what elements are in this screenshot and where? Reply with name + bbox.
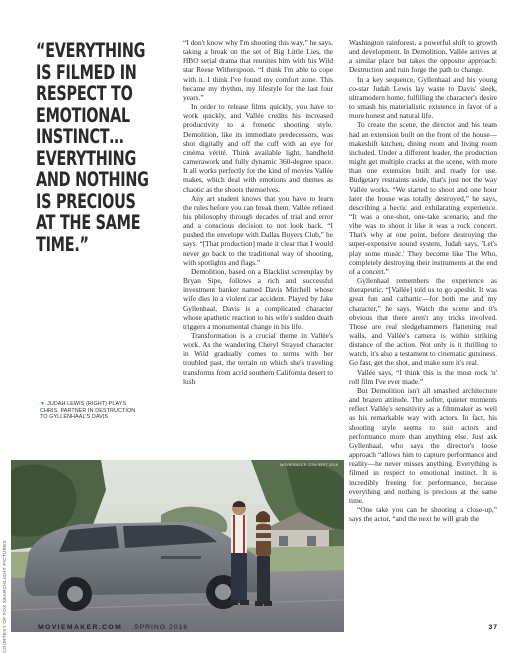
photo-credit (2, 540, 10, 653)
article-column-1 (183, 38, 333, 386)
film-still-photo (11, 460, 344, 632)
page-number: 37 (488, 624, 498, 631)
photo-credit-text: COURTESY OF FOX SEARCHLIGHT PICTURES (2, 540, 7, 653)
paragraph: Vallée says, “I think this is the most rock 'n' roll film I've ever made.” (349, 367, 497, 386)
paragraph: Gyllenhaal remembers the experience as therapeutic. “[Vallée] told us to go apeshit. It was great fun and cathartic—for both me and my character,” he says. Watch the scene and it's obvious that there aren't any tricks involved. Those are real sledgehammers flattening real walls, and Vallée's camera is within striking distance of the action. Not only is it thrilling to watch, it's also a testament to cinematic gutsiness. Go fast, get the shot, and make sure it's real. (349, 276, 497, 368)
paragraph: Transformation is a crucial theme in Vallée's work. As the wandering Cheryl Strayed character in Wild gradually comes to terms with her troubled past, the terrain on which she's traveling transforms from acrid southern California desert to lush (183, 331, 333, 386)
paragraph: To create the scene, the director and his team had an extension built on the front of the house—makeshift kitchen, dining room and living room included. Under a different leader, the production might get multiple cracks at the scene, with more than one extension built and ready for use. Budgetary restraints aside, that's just not the way Vallée works. “We started to shoot and one hour later the house was totally destroyed,” he says, describing a hectic and exhilarating experience. “It was a one-shot, one-take scenario, and the vibe was to shoot it like it was a rock concert. That's why at one point, before destroying the super-expensive sound system, Judah says, 'Let's play some music.' They become like The Who, completely destroying their instruments at the end of a concert.” (349, 120, 497, 276)
page-footer (38, 624, 498, 636)
photo-caption (40, 401, 140, 421)
caption-triangle-icon: ▼ (40, 401, 46, 407)
footer-issue: SPRING 2016 (134, 624, 189, 631)
article-column-2 (349, 38, 497, 598)
photo-tag: MOVIEMAKER.COM SEPT 2016 (280, 463, 338, 467)
paragraph: Demolition, based on a Blacklist screenplay by Bryan Sipe, follows a rich and successful investment banker named Davis Mitchell whose wife dies in a violent car accident. Played by Jake Gyllenhaal, Davis is a complicated character whose apathetic reaction to his wife's sudden death triggers a monumental change in his life. (183, 266, 333, 331)
film-still-illustration (11, 460, 344, 632)
paragraph: “One take you can be shooting a close-up,” says the actor, “and the next he will grab the (349, 504, 497, 524)
pull-quote: “EVERYTHING IS FILMED IN RESPECT TO EMOTIONAL INSTINCT… EVERYTHING AND NOTHING IS PRECIOUS AT THE SAME TIME.” (36, 39, 149, 256)
footer-site: MOVIEMAKER.COM (38, 624, 123, 631)
paragraph: In order to release films quickly, you have to work quickly, and Vallée credits his increased productivity to a frenetic shooting style. Demolition, like its immediate predecessors, was shot digitally and off the cuff with an eye for cinéma vérité. Think available light, handheld camerawork and fully dynamic 360-degree space. It all works perfectly for the kind of movies Vallée makes, which deal with emotions and themes as chaotic as the shoots themselves. (183, 102, 333, 194)
paragraph: “I don't know why I'm shooting this way,” he says, taking a break on the set of Big Little Lies, the HBO serial drama that reunites him with his Wild star Reese Witherspoon. “I think I'm able to cope with it. I think I've found my comfort zone. This became my rhythm, my lifestyle for the last four years.” (183, 38, 333, 102)
paragraph: Washington rainforest, a powerful shift to growth and development. In Demolition, Vallée arrives at a similar place but takes the opposite approach: Destruction and ruin forge the path to change. (349, 38, 497, 75)
caption-text: JUDAH LEWIS (RIGHT) PLAYS CHRIS, PARTNER IN DESTRUCTION TO GYLLENHAAL'S DAVIS (40, 401, 136, 421)
paragraph: Any art student knows that you have to learn the rules before you can break them. Vallée refined his philosophy through decades of trial and error and a conscious decision to not look back. “I pushed the envelope with Dallas Buyers Club,” he says. “[That production] made it clear that I would never go back to the traditional way of shooting, with spotlights and flags.” (183, 193, 333, 267)
paragraph: In a key sequence, Gyllenhaal and his young co-star Judah Lewis lay waste to Davis' sleek, ultramodern home, fulfilling the character's desire to smash his materialistic existence in favor of a more honest and natural life. (349, 74, 497, 121)
paragraph: But Demolition isn't all smashed architecture and brazen attitude. The softer, quieter moments reflect Vallée's sensitivity as a filmmaker as well as his remarkable way with actors. In fact, his shooting style seems to suit actors and performance more than anything else. Just ask Gyllenhaal, who says the director's loose approach “allows him to capture performance and reality—he never misses anything. Everything is filmed in respect to emotional instinct. It is incredibly freeing for performance, because everything and nothing is precious at the same time. (349, 385, 497, 505)
